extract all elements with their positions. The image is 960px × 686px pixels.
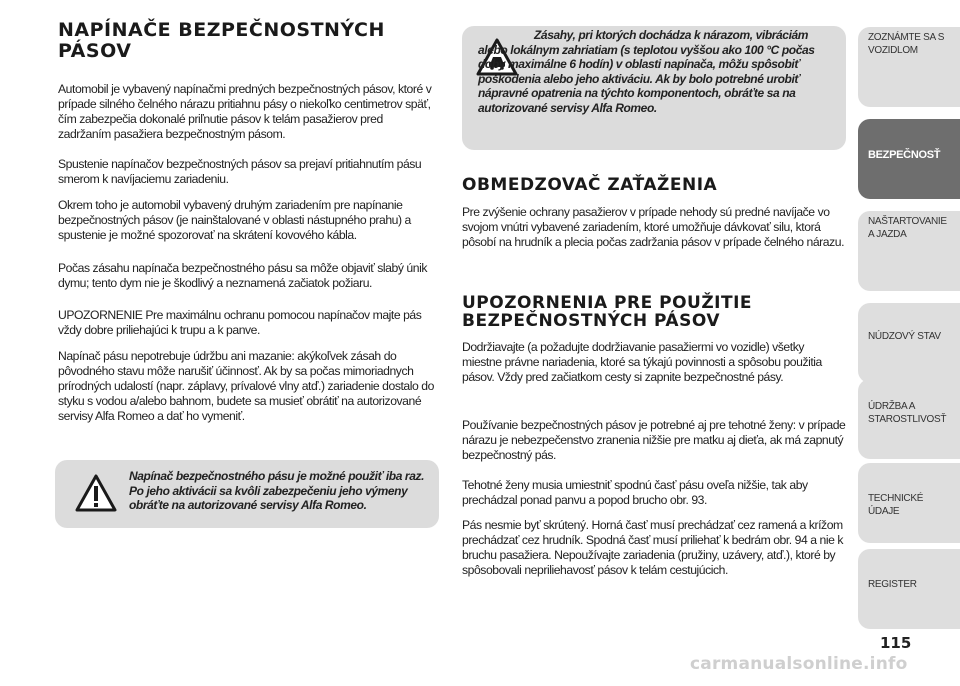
paragraph-notice: UPOZORNENIE Pre maximálnu ochranu pomocou napínačov majte pás vždy dobre priliehajúci k trupu a k panve. (58, 308, 422, 337)
tab-starting-and-driving[interactable] (858, 211, 960, 291)
paragraph: Automobil je vybavený napínačmi predných bezpečnostných pásov, ktoré v prípade silného čelného nárazu pritiahnu pásy o niekoľko centimetrov späť, čím zabezpečia dokonalé priľnutie pásov k telám pasažierov pred zadržaním pasažiera bezpečnostným pásom. (58, 82, 432, 141)
tab-get-to-know-vehicle[interactable] (858, 27, 960, 107)
heading-line-1: NAPÍNAČE BEZPEČNOSTNÝCH (58, 19, 385, 41)
tab-emergency[interactable] (858, 303, 960, 383)
tab-technical-data[interactable] (858, 463, 960, 543)
tab-label: ÚDRŽBA A STAROSTLIVOSŤ (868, 401, 947, 425)
warning-text: Napínač bezpečnostného pásu je možné použiť iba raz. Po jeho aktivácii sa kvôli zabezpečeniu jeho výmeny obráťte na autorizované servisy Alfa Romeo. (129, 469, 425, 512)
tab-maintenance-and-care[interactable] (858, 379, 960, 459)
paragraph: Napínač pásu nepotrebuje údržbu ani mazanie: akýkoľvek zásah do pôvodného stavu môže narušiť účinnosť. Ak by sa počas mimoriadnych prírodných udalostí (napr. záplavy, prívalové vlny atď.) zariadenie dostalo do styku s vodou a/alebo bahnom, budete sa musieť obrátiť na autorizované servisy Alfa Romeo a dať ho vymeniť. (58, 349, 434, 423)
heading-line-2: BEZPEČNOSTNÝCH PÁSOV (462, 311, 720, 331)
paragraph: Okrem toho je automobil vybavený druhým zariadením pre napínanie bezpečnostných pásov (je nainštalované v oblasti nástupného prahu) a spustenie je možné spozorovať na skrátení kovového kábla. (58, 198, 411, 242)
heading-line-1: UPOZORNENIA PRE POUŽITIE (462, 293, 753, 313)
paragraph: Tehotné ženy musia umiestniť spodnú časť pásu oveľa nižšie, tak aby prechádzal ponad panvu a popod brucho obr. 93. (462, 478, 808, 507)
section-heading-pretensioners (58, 20, 385, 62)
warning-box-impacts (462, 26, 846, 150)
watermark: carmanualsonline.info (690, 654, 908, 674)
paragraph: Dodržiavajte (a požadujte dodržiavanie pasažiermi vo vozidle) všetky miestne právne nariadenia, ktoré sa týkajú povinnosti a spôsobu použitia pásov. Vždy pred začiatkom cesty si zapnite bezpečnostné pásy. (462, 340, 822, 384)
warning-text: Zásahy, pri ktorých dochádza k nárazom, vibráciám alebo lokálnym zahriatiam (s teplotou vyššou ako 100 °C počas doby maximálne 6 hodín) v oblasti napínača, môžu spôsobiť poškodenia alebo jeho aktiváciu. Ak by bolo potrebné urobiť nápravné opatrenia na týchto komponentoch, obráťte sa na autorizované servisy Alfa Romeo. (478, 28, 815, 115)
tab-label: TECHNICKÉ ÚDAJE (868, 493, 924, 517)
heading-line-2: PÁSOV (58, 40, 132, 62)
warning-triangle-icon (75, 474, 117, 512)
page-number: 115 (880, 634, 912, 652)
section-heading-seatbelt-warnings (462, 294, 752, 330)
tab-label: NAŠTARTOVANIE A JAZDA (868, 216, 947, 240)
tab-label: NÚDZOVÝ STAV (868, 331, 941, 342)
tab-label: ZOZNÁMTE SA S VOZIDLOM (868, 32, 945, 56)
paragraph: Počas zásahu napínača bezpečnostného pásu sa môže objaviť slabý únik dymu; tento dym nie je škodlivý a neznamená začiatok požiaru. (58, 261, 427, 290)
paragraph: Používanie bezpečnostných pásov je potrebné aj pre tehotné ženy: v prípade nárazu je nebezpečenstvo zranenia nižšie pre matku aj dieťa, ak má zapnutý bezpečnostný pás. (462, 418, 846, 462)
tab-label: BEZPEČNOSŤ (868, 149, 941, 161)
warning-box-single-use (55, 460, 439, 528)
paragraph: Pre zvýšenie ochrany pasažierov v prípade nehody sú predné navíjače vo svojom vnútri vybavené zariadením, ktoré umožňuje dávkovať silu, ktorá pôsobí na hrudník a plecia počas zadržania pásov v prípade čelného nárazu. (462, 205, 845, 249)
tab-label: REGISTER (868, 579, 917, 590)
section-heading-load-limiter: OBMEDZOVAČ ZAŤAŽENIA (462, 175, 718, 195)
tab-safety[interactable] (858, 119, 960, 199)
paragraph: Spustenie napínačov bezpečnostných pásov sa prejaví pritiahnutím pásu smerom k navíjaciemu zariadeniu. (58, 157, 422, 186)
paragraph: Pás nesmie byť skrútený. Horná časť musí prechádzať cez ramená a krížom prechádzať cez hrudník. Spodná časť musí priliehať k bedrám obr. 94 a nie k bruchu pasažiera. Nepoužívajte zariadenia (pružiny, uzávery, atď.), ktoré by spôsobovali nepriliehavosť pásov k telám cestujúcich. (462, 518, 844, 577)
tab-index[interactable] (858, 549, 960, 629)
